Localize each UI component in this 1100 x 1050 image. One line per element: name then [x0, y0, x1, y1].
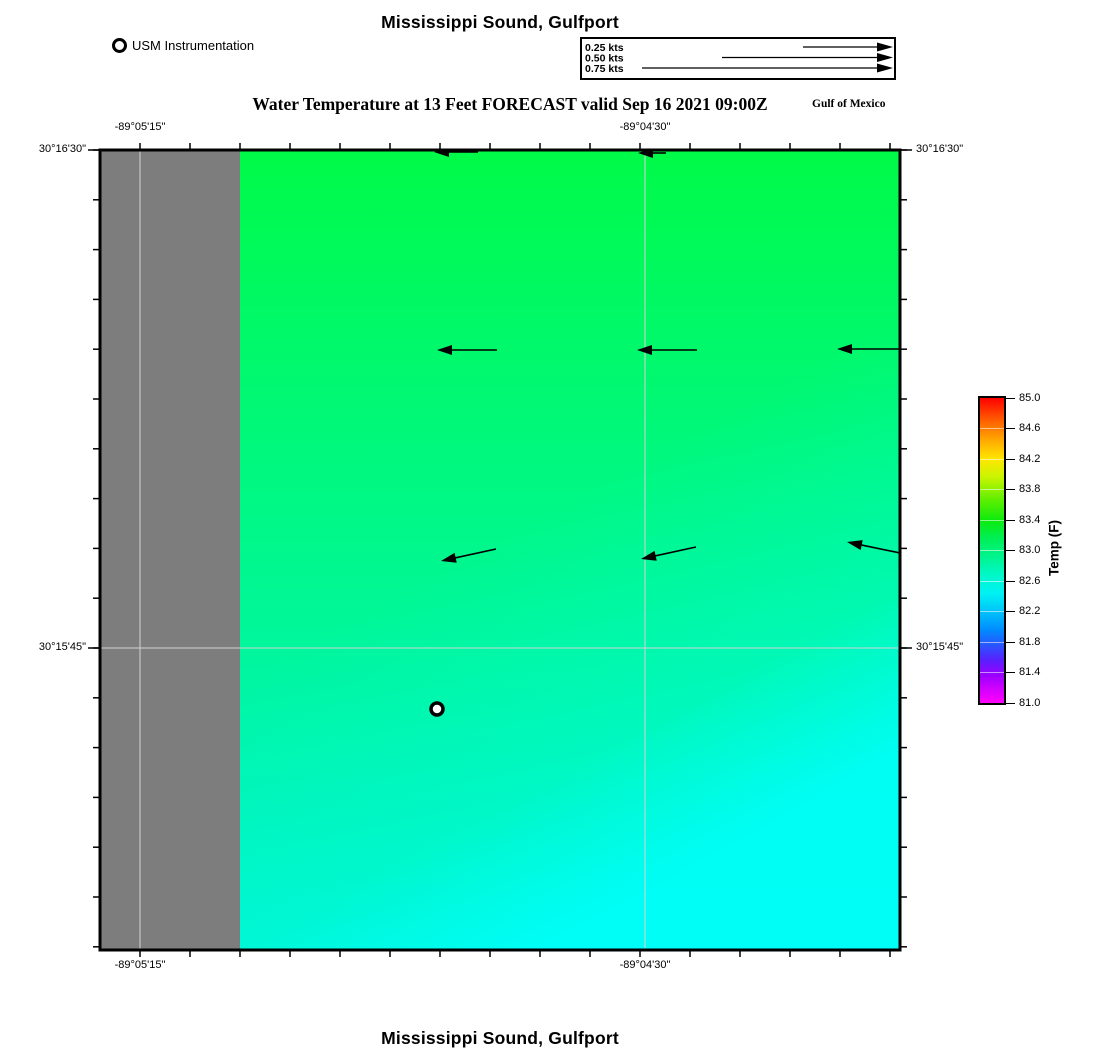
colorbar-tick-mark	[1006, 489, 1015, 490]
colorbar-tick-label: 84.6	[1019, 422, 1041, 434]
colorbar-cross-line	[980, 672, 1004, 673]
colorbar-cross-line	[980, 459, 1004, 460]
land-area	[100, 150, 240, 950]
x-axis-label-top: -89°04'30"	[619, 121, 671, 133]
colorbar-tick-mark	[1006, 398, 1015, 399]
colorbar-cross-line	[980, 642, 1004, 643]
colorbar-tick-mark	[1006, 581, 1015, 582]
forecast-subtitle: Water Temperature at 13 Feet FORECAST valid Sep 16 2021 09:00Z	[252, 94, 768, 114]
velocity-scale-legend	[580, 37, 896, 80]
colorbar-tick-mark	[1006, 428, 1015, 429]
velocity-row-label: 0.25 kts	[585, 42, 624, 54]
colorbar-tick-mark	[1006, 642, 1015, 643]
colorbar-cross-line	[980, 550, 1004, 551]
colorbar-tick-label: 83.0	[1019, 544, 1041, 556]
colorbar-tick-mark	[1006, 520, 1015, 521]
colorbar-cross-line	[980, 520, 1004, 521]
y-axis-label-right: 30°15'45"	[916, 641, 964, 653]
station-legend-label: USM Instrumentation	[132, 37, 255, 53]
velocity-scale-border	[581, 38, 895, 79]
x-axis-label-bottom: -89°05'15"	[114, 959, 166, 971]
colorbar-cross-line	[980, 428, 1004, 429]
colorbar-tick-label: 82.2	[1019, 605, 1041, 617]
x-axis-label-top: -89°05'15"	[114, 121, 166, 133]
colorbar-tick-mark	[1006, 672, 1015, 673]
y-axis-label-left: 30°15'45"	[38, 641, 86, 653]
x-axis-label-bottom: -89°04'30"	[619, 959, 671, 971]
station-marker	[431, 703, 443, 715]
colorbar-cross-line	[980, 611, 1004, 612]
y-axis-label-right: 30°16'30"	[916, 143, 964, 155]
colorbar-tick-label: 81.8	[1019, 635, 1041, 648]
colorbar-tick-label: 81.0	[1019, 696, 1041, 709]
map-plot	[85, 135, 915, 965]
station-marker-icon	[112, 38, 127, 53]
velocity-row-label: 0.50 kts	[585, 52, 624, 65]
colorbar-tick-mark	[1006, 703, 1015, 704]
colorbar-cross-line	[980, 489, 1004, 490]
region-label: Gulf of Mexico	[812, 98, 886, 110]
colorbar-cross-line	[980, 581, 1004, 582]
colorbar-tick-mark	[1006, 611, 1015, 612]
colorbar-tick-label: 85.0	[1019, 391, 1041, 404]
colorbar-tick-label: 83.4	[1019, 513, 1041, 526]
water-cyan-overlay	[240, 150, 900, 950]
station-legend	[112, 37, 254, 53]
colorbar-tick-mark	[1006, 550, 1015, 551]
page-title: Mississippi Sound, Gulfport	[381, 12, 619, 32]
colorbar-tick-label: 82.6	[1019, 574, 1041, 587]
colorbar-tick-label: 81.4	[1019, 666, 1041, 678]
colorbar-tick-label: 83.8	[1019, 483, 1041, 495]
colorbar-axis-label: Temp (F)	[1046, 520, 1062, 576]
y-axis-label-left: 30°16'30"	[38, 143, 86, 155]
colorbar-tick-label: 84.2	[1019, 452, 1041, 465]
velocity-row-label: 0.75 kts	[585, 63, 624, 75]
colorbar-tick-mark	[1006, 459, 1015, 460]
bottom-title: Mississippi Sound, Gulfport	[381, 1028, 619, 1048]
